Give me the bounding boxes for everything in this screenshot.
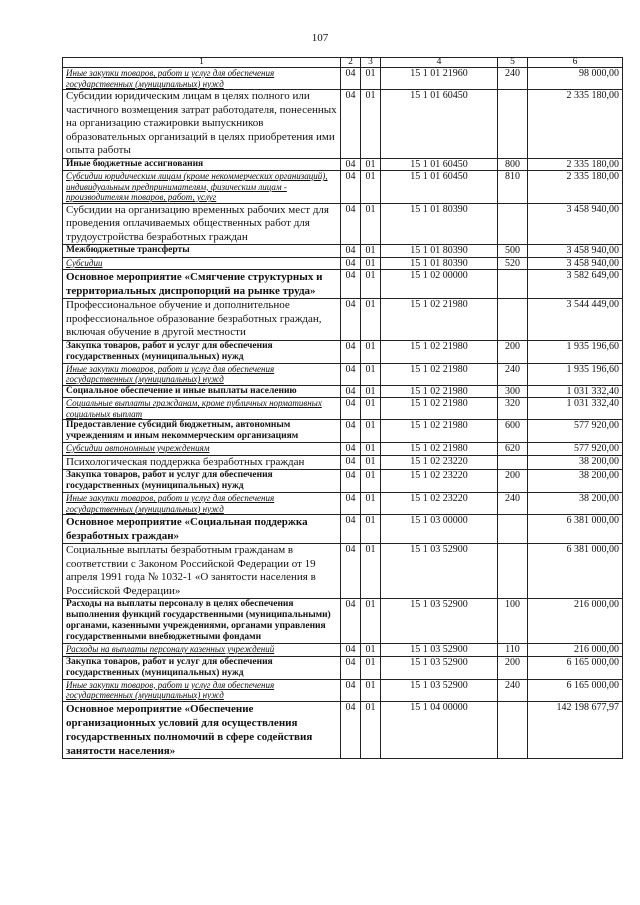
subsection-cell: 01 xyxy=(361,470,381,493)
row-name-cell: Субсидии xyxy=(63,257,341,270)
row-name-cell: Основное мероприятие «Смягчение структурных и территориальных диспропорций на рынке труда» xyxy=(63,270,341,299)
section-cell: 04 xyxy=(341,90,361,159)
expense-type-cell: 240 xyxy=(498,679,528,701)
row-name-cell: Основное мероприятие «Обеспечение организационных условий для осуществления государственных полномочий в сфере содействия занятости населения» xyxy=(63,701,341,758)
section-cell: 04 xyxy=(341,68,361,90)
row-name-cell: Закупка товаров, работ и услуг для обеспечения государственных (муниципальных) нужд xyxy=(63,656,341,679)
target-article-cell: 15 1 02 21980 xyxy=(381,363,498,385)
amount-cell: 1 031 332,40 xyxy=(528,385,623,398)
subsection-cell: 01 xyxy=(361,385,381,398)
column-header: 1 xyxy=(63,58,341,68)
table-row xyxy=(63,158,623,171)
section-cell: 04 xyxy=(341,270,361,299)
subsection-cell: 01 xyxy=(361,656,381,679)
section-cell: 04 xyxy=(341,158,361,171)
target-article-cell: 15 1 01 80390 xyxy=(381,245,498,258)
row-name-cell: Иные бюджетные ассигнования xyxy=(63,158,341,171)
section-cell: 04 xyxy=(341,363,361,385)
table-row xyxy=(63,257,623,270)
amount-cell: 6 381 000,00 xyxy=(528,544,623,599)
amount-cell: 577 920,00 xyxy=(528,420,623,443)
subsection-cell: 01 xyxy=(361,398,381,420)
expense-type-cell xyxy=(498,299,528,341)
amount-cell: 6 165 000,00 xyxy=(528,656,623,679)
amount-cell: 216 000,00 xyxy=(528,644,623,657)
row-name-cell: Закупка товаров, работ и услуг для обеспечения государственных (муниципальных) нужд xyxy=(63,470,341,493)
amount-cell: 3 458 940,00 xyxy=(528,257,623,270)
table-row xyxy=(63,203,623,245)
amount-cell: 38 200,00 xyxy=(528,470,623,493)
target-article-cell: 15 1 01 80390 xyxy=(381,257,498,270)
row-name-cell: Иные закупки товаров, работ и услуг для обеспечения государственных (муниципальных) нужд xyxy=(63,363,341,385)
row-name-cell: Социальные выплаты гражданам, кроме публичных нормативных социальных выплат xyxy=(63,398,341,420)
subsection-cell: 01 xyxy=(361,245,381,258)
expense-type-cell: 600 xyxy=(498,420,528,443)
target-article-cell: 15 1 04 00000 xyxy=(381,701,498,758)
row-name-cell: Межбюджетные трансферты xyxy=(63,245,341,258)
row-name-cell: Расходы на выплаты персоналу в целях обеспечения выполнения функций государственными (муниципальными) органами, казенными учреждениями, органами управления государственными внебюджетными фондами xyxy=(63,599,341,644)
section-cell: 04 xyxy=(341,470,361,493)
expense-type-cell xyxy=(498,90,528,159)
subsection-cell: 01 xyxy=(361,363,381,385)
column-header: 5 xyxy=(498,58,528,68)
table-row xyxy=(63,171,623,204)
subsection-cell: 01 xyxy=(361,420,381,443)
amount-cell: 577 920,00 xyxy=(528,443,623,456)
row-name-cell: Закупка товаров, работ и услуг для обеспечения государственных (муниципальных) нужд xyxy=(63,340,341,363)
amount-cell: 98 000,00 xyxy=(528,68,623,90)
section-cell: 04 xyxy=(341,203,361,245)
expense-type-cell: 800 xyxy=(498,158,528,171)
table-row xyxy=(63,544,623,599)
expense-type-cell: 300 xyxy=(498,385,528,398)
table-row xyxy=(63,443,623,456)
table-row xyxy=(63,363,623,385)
section-cell: 04 xyxy=(341,385,361,398)
subsection-cell: 01 xyxy=(361,455,381,470)
expense-type-cell: 500 xyxy=(498,245,528,258)
subsection-cell: 01 xyxy=(361,158,381,171)
target-article-cell: 15 1 02 21980 xyxy=(381,340,498,363)
table-row xyxy=(63,679,623,701)
target-article-cell: 15 1 02 21980 xyxy=(381,443,498,456)
page-number: 107 xyxy=(311,32,329,44)
target-article-cell: 15 1 02 21980 xyxy=(381,398,498,420)
expense-type-cell: 110 xyxy=(498,644,528,657)
table-row xyxy=(63,245,623,258)
target-article-cell: 15 1 01 60450 xyxy=(381,171,498,204)
table-row xyxy=(63,385,623,398)
amount-cell: 3 458 940,00 xyxy=(528,203,623,245)
amount-cell: 38 200,00 xyxy=(528,493,623,515)
expense-type-cell xyxy=(498,270,528,299)
amount-cell: 1 935 196,60 xyxy=(528,363,623,385)
target-article-cell: 15 1 03 52900 xyxy=(381,656,498,679)
subsection-cell: 01 xyxy=(361,270,381,299)
expense-type-cell: 320 xyxy=(498,398,528,420)
section-cell: 04 xyxy=(341,443,361,456)
row-name-cell: Иные закупки товаров, работ и услуг для обеспечения государственных (муниципальных) нужд xyxy=(63,68,341,90)
expense-type-cell: 240 xyxy=(498,363,528,385)
subsection-cell: 01 xyxy=(361,701,381,758)
section-cell: 04 xyxy=(341,398,361,420)
column-header: 4 xyxy=(381,58,498,68)
target-article-cell: 15 1 02 21980 xyxy=(381,385,498,398)
table-row xyxy=(63,644,623,657)
expense-type-cell: 520 xyxy=(498,257,528,270)
section-cell: 04 xyxy=(341,599,361,644)
amount-cell: 216 000,00 xyxy=(528,599,623,644)
subsection-cell: 01 xyxy=(361,679,381,701)
subsection-cell: 01 xyxy=(361,299,381,341)
expense-type-cell xyxy=(498,544,528,599)
target-article-cell: 15 1 01 60450 xyxy=(381,158,498,171)
row-name-cell: Социальное обеспечение и иные выплаты населению xyxy=(63,385,341,398)
target-article-cell: 15 1 03 52900 xyxy=(381,644,498,657)
target-article-cell: 15 1 02 00000 xyxy=(381,270,498,299)
section-cell: 04 xyxy=(341,701,361,758)
table-row xyxy=(63,515,623,544)
amount-cell: 1 031 332,40 xyxy=(528,398,623,420)
table-header-row xyxy=(63,58,623,68)
section-cell: 04 xyxy=(341,679,361,701)
expense-type-cell: 200 xyxy=(498,340,528,363)
row-name-cell: Иные закупки товаров, работ и услуг для обеспечения государственных (муниципальных) нужд xyxy=(63,493,341,515)
row-name-cell: Предоставление субсидий бюджетным, автономным учреждениям и иным некоммерческим организациям xyxy=(63,420,341,443)
target-article-cell: 15 1 03 52900 xyxy=(381,599,498,644)
target-article-cell: 15 1 02 23220 xyxy=(381,470,498,493)
table-row xyxy=(63,299,623,341)
column-header: 3 xyxy=(361,58,381,68)
expense-type-cell: 100 xyxy=(498,599,528,644)
expense-type-cell: 200 xyxy=(498,656,528,679)
table-row xyxy=(63,340,623,363)
row-name-cell: Профессиональное обучение и дополнительное профессиональное образование безработных граждан, включая обучение в другой местности xyxy=(63,299,341,341)
target-article-cell: 15 1 01 80390 xyxy=(381,203,498,245)
target-article-cell: 15 1 02 21980 xyxy=(381,299,498,341)
expense-type-cell xyxy=(498,701,528,758)
section-cell: 04 xyxy=(341,455,361,470)
table-row xyxy=(63,656,623,679)
subsection-cell: 01 xyxy=(361,90,381,159)
subsection-cell: 01 xyxy=(361,257,381,270)
target-article-cell: 15 1 03 00000 xyxy=(381,515,498,544)
section-cell: 04 xyxy=(341,544,361,599)
column-header: 2 xyxy=(341,58,361,68)
table-row xyxy=(63,470,623,493)
table-row xyxy=(63,90,623,159)
subsection-cell: 01 xyxy=(361,340,381,363)
table-row xyxy=(63,599,623,644)
table-row xyxy=(63,270,623,299)
table-row xyxy=(63,493,623,515)
amount-cell: 1 935 196,60 xyxy=(528,340,623,363)
section-cell: 04 xyxy=(341,257,361,270)
expense-type-cell xyxy=(498,455,528,470)
amount-cell: 3 458 940,00 xyxy=(528,245,623,258)
target-article-cell: 15 1 01 60450 xyxy=(381,90,498,159)
row-name-cell: Основное мероприятие «Социальная поддержка безработных граждан» xyxy=(63,515,341,544)
amount-cell: 2 335 180,00 xyxy=(528,158,623,171)
amount-cell: 38 200,00 xyxy=(528,455,623,470)
subsection-cell: 01 xyxy=(361,443,381,456)
section-cell: 04 xyxy=(341,493,361,515)
row-name-cell: Психологическая поддержка безработных граждан xyxy=(63,455,341,470)
expense-type-cell: 810 xyxy=(498,171,528,204)
table-body xyxy=(63,68,623,759)
row-name-cell: Субсидии юридическим лицам в целях полного или частичного возмещения затрат работодателя, понесенных на организацию стажировки выпускников образовательных организаций в целях приобретения ими опыта работы xyxy=(63,90,341,159)
table-row xyxy=(63,701,623,758)
amount-cell: 142 198 677,97 xyxy=(528,701,623,758)
amount-cell: 6 165 000,00 xyxy=(528,679,623,701)
amount-cell: 3 582 649,00 xyxy=(528,270,623,299)
expense-type-cell: 240 xyxy=(498,493,528,515)
expense-type-cell: 620 xyxy=(498,443,528,456)
subsection-cell: 01 xyxy=(361,493,381,515)
row-name-cell: Социальные выплаты безработным гражданам в соответствии с Законом Российской Федерации от 19 апреля 1991 года № 1032-1 «О занятости населения в Российской Федерации» xyxy=(63,544,341,599)
target-article-cell: 15 1 02 21980 xyxy=(381,420,498,443)
subsection-cell: 01 xyxy=(361,203,381,245)
expense-type-cell xyxy=(498,515,528,544)
section-cell: 04 xyxy=(341,420,361,443)
target-article-cell: 15 1 01 21960 xyxy=(381,68,498,90)
amount-cell: 6 381 000,00 xyxy=(528,515,623,544)
table-row xyxy=(63,420,623,443)
table-row xyxy=(63,68,623,90)
expense-type-cell: 240 xyxy=(498,68,528,90)
section-cell: 04 xyxy=(341,515,361,544)
section-cell: 04 xyxy=(341,340,361,363)
subsection-cell: 01 xyxy=(361,171,381,204)
row-name-cell: Иные закупки товаров, работ и услуг для обеспечения государственных (муниципальных) нужд xyxy=(63,679,341,701)
subsection-cell: 01 xyxy=(361,515,381,544)
subsection-cell: 01 xyxy=(361,544,381,599)
target-article-cell: 15 1 02 23220 xyxy=(381,493,498,515)
subsection-cell: 01 xyxy=(361,599,381,644)
section-cell: 04 xyxy=(341,245,361,258)
row-name-cell: Субсидии юридическим лицам (кроме некоммерческих организаций), индивидуальным предпринимателям, физическим лицам - производителям товаров, работ, услуг xyxy=(63,171,341,204)
amount-cell: 2 335 180,00 xyxy=(528,171,623,204)
budget-table xyxy=(62,57,623,759)
section-cell: 04 xyxy=(341,171,361,204)
target-article-cell: 15 1 02 23220 xyxy=(381,455,498,470)
row-name-cell: Субсидии на организацию временных рабочих мест для проведения оплачиваемых общественных работ для трудоустройства безработных граждан xyxy=(63,203,341,245)
table-row xyxy=(63,455,623,470)
subsection-cell: 01 xyxy=(361,644,381,657)
table-row xyxy=(63,398,623,420)
target-article-cell: 15 1 03 52900 xyxy=(381,544,498,599)
amount-cell: 3 544 449,00 xyxy=(528,299,623,341)
expense-type-cell xyxy=(498,203,528,245)
expense-type-cell: 200 xyxy=(498,470,528,493)
subsection-cell: 01 xyxy=(361,68,381,90)
target-article-cell: 15 1 03 52900 xyxy=(381,679,498,701)
row-name-cell: Расходы на выплаты персоналу казенных учреждений xyxy=(63,644,341,657)
amount-cell: 2 335 180,00 xyxy=(528,90,623,159)
column-header: 6 xyxy=(528,58,623,68)
section-cell: 04 xyxy=(341,656,361,679)
row-name-cell: Субсидии автономным учреждениям xyxy=(63,443,341,456)
section-cell: 04 xyxy=(341,299,361,341)
section-cell: 04 xyxy=(341,644,361,657)
